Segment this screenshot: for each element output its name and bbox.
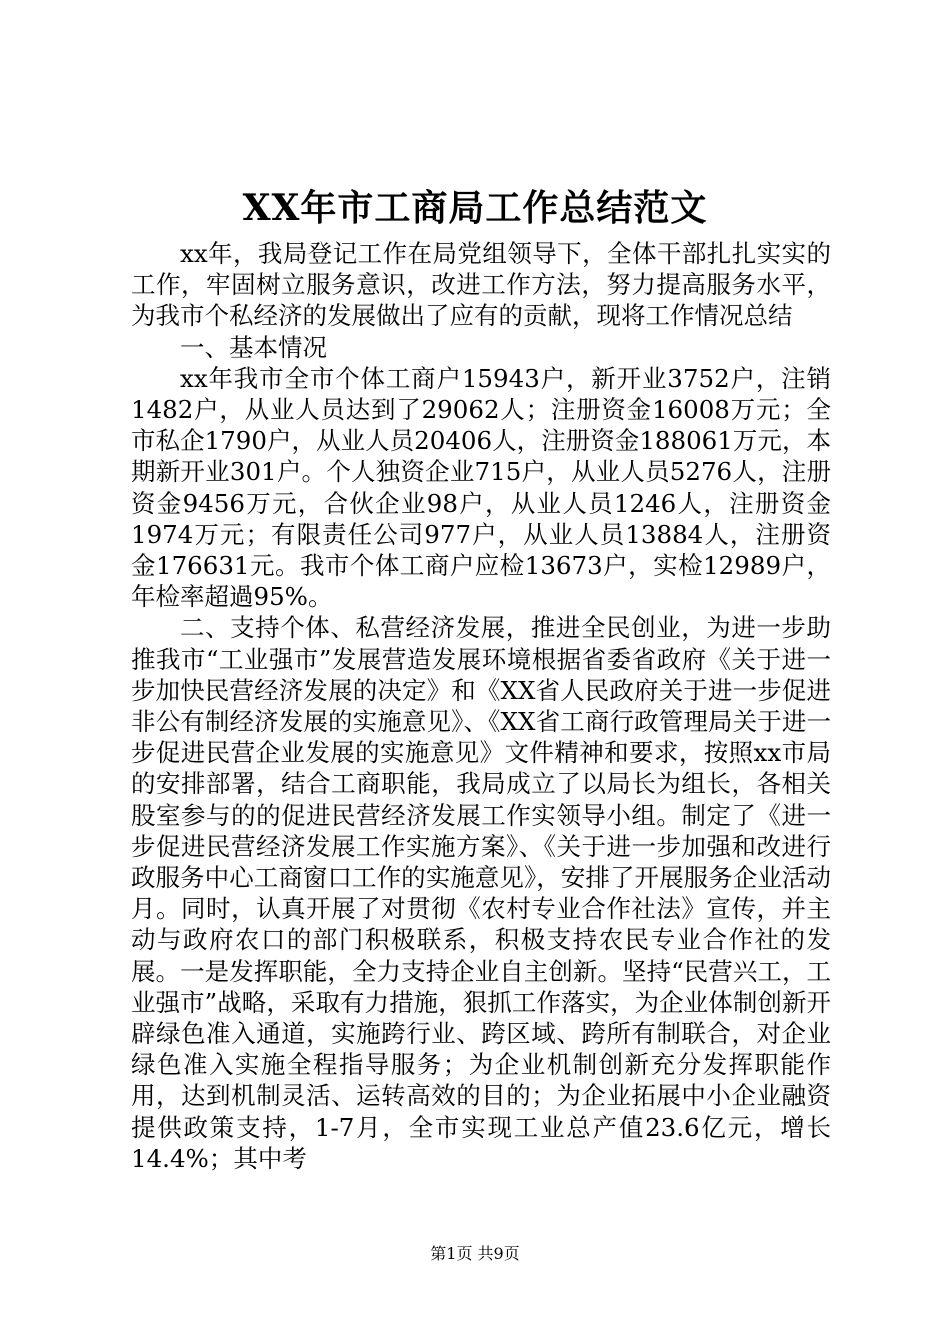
document-title: XX年市工商局工作总结范文 [242, 187, 708, 229]
support-development-paragraph: 二、支持个体、私营经济发展，推进全民创业，为进一步助推我市“工业强市”发展营造发展环境根据省委省政府《关于进一步加快民营经济发展的决定》和《XX省人民政府关于进一步促进非公有制经济发展的实施意见》、《XX省工商行政管理局关于进一步促进民营企业发展的实施意见》文件精神和要求，按照xx市局的安排部署，结合工商职能，我局成立了以局长为组长，各相关股室参与的的促进民营经济发展工作实领导小组。制定了《进一步促进民营经济发展工作实施方案》、《关于进一步加强和改进行政服务中心工商窗口工作的实施意见》，安排了开展服务企业活动月。同时，认真开展了对贯彻《农村专业合作社法》宣传，并主动与政府农口的部门积极联系，积极支持农民专业合作社的发展。一是发挥职能，全力支持企业自主创新。坚持“民营兴工，工业强市”战略，采取有力措施，狠抓工作落实，为企业体制创新开辟绿色准入通道，实施跨行业、跨区域、跨所有制联合，对企业绿色准入实施全程指导服务；为企业机制创新充分发挥职能作用，达到机制灵活、运转高效的目的；为企业拓展中小企业融资提供政策支持，1-7月，全市实现工业总产值23.6亿元，增长14.4%；其中考 [131, 613, 831, 1173]
intro-paragraph: xx年，我局登记工作在局党组领导下，全体干部扎扎实实的工作，牢固树立服务意识，改进工作方法，努力提高服务水平，为我市个私经济的发展做出了应有的贡献，现将工作情况总结 [131, 239, 831, 331]
document-body [131, 238, 831, 1174]
section-heading-basic-situation: 一、基本情况 [180, 332, 327, 362]
statistics-paragraph: xx年我市全市个体工商户15943户，新开业3752户，注销1482户，从业人员达到了29062人；注册资金16008万元；全市私企1790户，从业人员20406人，注册资金188061万元，本期新开业301户。个人独资企业715户，从业人员5276人，注册资金9456万元，合伙企业98户，从业人员1246人，注册资金1974万元；有限责任公司977户，从业人员13884人，注册资金176631元。我市个体工商户应检13673户，实检12989户，年检率超過95%。 [131, 363, 831, 612]
page-number-footer: 第1页 共9页 [430, 1244, 520, 1263]
